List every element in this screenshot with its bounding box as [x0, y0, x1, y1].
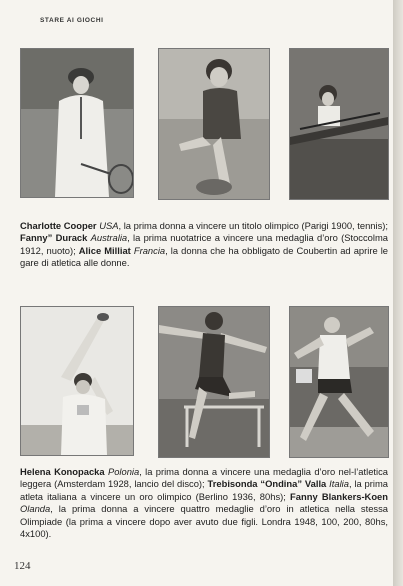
caption-name: Fanny” Durack — [20, 232, 88, 244]
photo-ondina-valla — [158, 306, 270, 458]
caption-name: Trebisonda “Ondina” Valla — [207, 478, 327, 490]
caption-name: Fanny Blankers-Koen — [290, 490, 388, 502]
caption-country: Francia — [133, 244, 166, 256]
photo-fanny-durack — [158, 48, 270, 200]
photo-fanny-blankers-koen — [289, 306, 389, 458]
caption-name: Helena Konopacka — [20, 466, 105, 477]
page-number: 124 — [14, 560, 31, 572]
section-header: STARE AI GIOCHI — [40, 17, 104, 24]
page-edge — [393, 0, 403, 586]
caption-text: , la prima donna a vincere una medaglia d’oro nel-l’atletica leggera (Amsterdam 1928, lancio del disco); — [20, 466, 389, 490]
photo-charlotte-cooper — [20, 48, 134, 198]
caption-name: Charlotte Cooper — [20, 220, 97, 231]
caption-country: Australia — [90, 232, 128, 244]
caption-text: , la prima donna a vincere quattro medaglie d’oro in atletica nella stessa Olimpiade (la prima a vincere dopo aver avuto due figli. Londra 1948, 100, 200, 80hs, 4x100). — [20, 503, 388, 540]
caption-bottom — [20, 466, 388, 540]
caption-country: Polonia — [107, 466, 140, 477]
caption-text: , la prima donna a vincere un titolo olimpico (Parigi 1900, tennis); — [118, 220, 388, 231]
photo-helena-konopacka — [20, 306, 134, 456]
photo-alice-milliat — [289, 48, 389, 200]
caption-text: , la donna che ha obbligato de Coubertin ad aprire le gare di atletica alle donne. — [20, 244, 389, 269]
caption-text: , la prima nuotatrice a vincere una medaglia d’oro (Stoccolma 1912, nuoto); — [20, 232, 388, 256]
caption-country: Italia — [329, 478, 349, 490]
caption-country: USA — [99, 220, 119, 231]
caption-country: Olanda — [20, 503, 51, 515]
caption-name: Alice Milliat — [78, 244, 131, 256]
caption-text: , la prima atleta italiana a vincere un oro olimpico (Berlino 1936, 80hs); — [20, 478, 389, 502]
caption-top — [20, 220, 388, 270]
